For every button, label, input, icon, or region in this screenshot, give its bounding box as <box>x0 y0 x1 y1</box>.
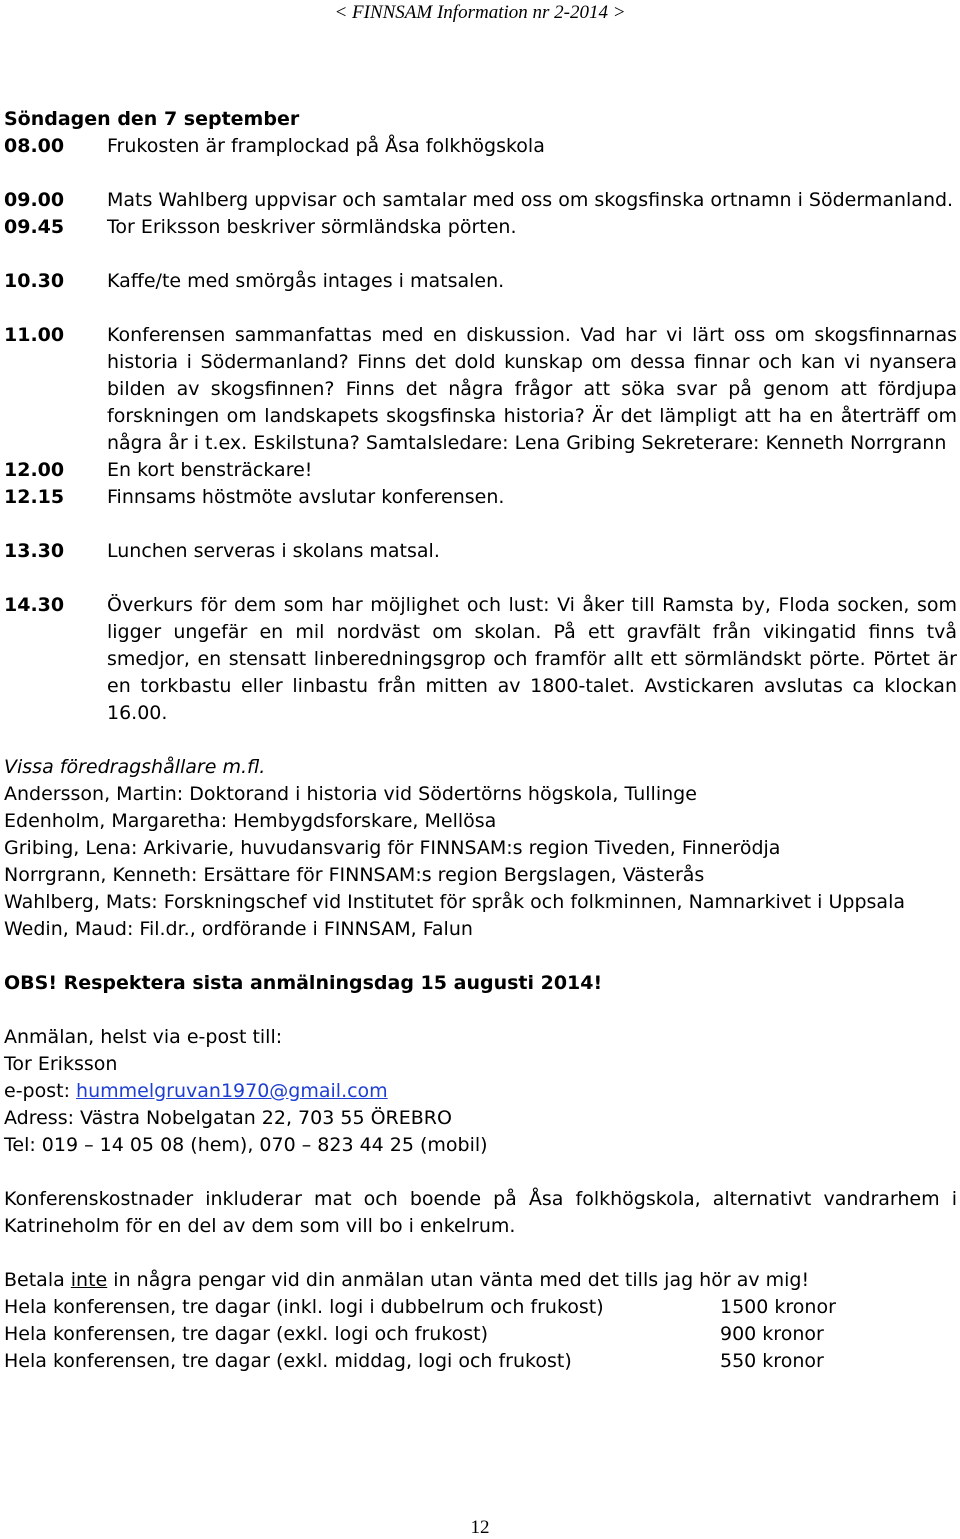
schedule-item <box>4 268 957 295</box>
page-header: < FINNSAM Information nr 2-2014 > <box>334 2 626 23</box>
schedule-text: Mats Wahlberg uppvisar och samtalar med oss om skogsfinska ortnamn i Södermanland. <box>107 189 954 211</box>
schedule-text: Frukosten är framplockad på Åsa folkhögskola <box>107 135 545 157</box>
price-value: 550 kronor <box>720 1350 824 1372</box>
document-body <box>4 106 957 1375</box>
payment-note <box>4 1267 957 1294</box>
schedule-item <box>4 187 957 214</box>
schedule-item <box>4 484 957 511</box>
contact-name: Tor Eriksson <box>4 1053 118 1075</box>
contact-phone: Tel: 019 – 14 05 08 (hem), 070 – 823 44 25 (mobil) <box>4 1134 488 1156</box>
payment-post: in några pengar vid din anmälan utan vänta med det tills jag hör av mig! <box>107 1269 810 1291</box>
schedule-text: Lunchen serveras i skolans matsal. <box>107 540 440 562</box>
speaker-entry: Edenholm, Margaretha: Hembygdsforskare, Mellösa <box>4 810 497 832</box>
schedule-item <box>4 133 957 160</box>
schedule-time: 09.45 <box>4 216 65 238</box>
costs-note: Konferenskostnader inkluderar mat och boende på Åsa folkhögskola, alternativt vandrarhem i Katrineholm för en del av dem som vill bo i enkelrum. <box>4 1188 957 1237</box>
schedule-text: Överkurs för dem som har möjlighet och lust: Vi åker till Ramsta by, Floda socken, som ligger ungefär en mil nordväst om skolan. På ett gravfält från vikingatid finns två smedjor, en stensatt linberedningsgrop och framför allt ett sörmländskt pörte. Pörtet är en torkbastu eller linbastu från mitten av 1800-talet. Avstickaren avslutas ca klockan 16.00. <box>107 594 957 724</box>
schedule-item <box>4 214 957 241</box>
price-row <box>4 1348 957 1375</box>
contact-email-line <box>4 1078 957 1105</box>
speaker-entry: Gribing, Lena: Arkivarie, huvudansvarig för FINNSAM:s region Tiveden, Finnerödja <box>4 837 781 859</box>
price-label: Hela konferensen, tre dagar (exkl. middag, logi och frukost) <box>4 1350 572 1372</box>
schedule-item <box>4 592 957 727</box>
price-row <box>4 1294 957 1321</box>
deadline-notice: OBS! Respektera sista anmälningsdag 15 augusti 2014! <box>4 972 603 994</box>
schedule-time: 12.15 <box>4 486 65 508</box>
schedule-text: Tor Eriksson beskriver sörmländska pörten. <box>107 216 517 238</box>
price-label: Hela konferensen, tre dagar (exkl. logi och frukost) <box>4 1323 489 1345</box>
page-number: 12 <box>470 1517 490 1538</box>
schedule-time: 11.00 <box>4 324 65 346</box>
schedule-text: Konferensen sammanfattas med en diskussion. Vad har vi lärt oss om skogsfinnarnas historia i Södermanland? Finns det dold kunskap om dessa finnar och kan vi nyansera bilden av skogsfinnen? Finns det några frågor att söka svar på genom att fördjupa forskningen om landskapets skogsfinska historia? Är det lämpligt att ha en återträff om några år i t.ex. Eskilstuna? Samtalsledare: Lena Gribing Sekreterare: Kenneth Norrgrann <box>107 324 957 454</box>
email-label: e-post: <box>4 1080 77 1102</box>
schedule-time: 13.30 <box>4 540 65 562</box>
schedule-item <box>4 538 957 565</box>
contact-intro: Anmälan, helst via e-post till: <box>4 1026 283 1048</box>
speaker-entry: Norrgrann, Kenneth: Ersättare för FINNSAM:s region Bergslagen, Västerås <box>4 864 705 886</box>
schedule-time: 09.00 <box>4 189 65 211</box>
price-label: Hela konferensen, tre dagar (inkl. logi i dubbelrum och frukost) <box>4 1296 604 1318</box>
schedule-time: 08.00 <box>4 135 65 157</box>
schedule-time: 10.30 <box>4 270 65 292</box>
schedule-time: 14.30 <box>4 594 65 616</box>
contact-address: Adress: Västra Nobelgatan 22, 703 55 ÖREBRO <box>4 1107 452 1129</box>
schedule-text: Kaffe/te med smörgås intages i matsalen. <box>107 270 505 292</box>
email-link[interactable]: hummelgruvan1970@gmail.com <box>76 1080 388 1102</box>
price-row <box>4 1321 957 1348</box>
price-value: 1500 kronor <box>720 1296 836 1318</box>
schedule-item <box>4 322 957 457</box>
schedule-time: 12.00 <box>4 459 65 481</box>
schedule-item <box>4 457 957 484</box>
price-value: 900 kronor <box>720 1323 824 1345</box>
schedule-text: Finnsams höstmöte avslutar konferensen. <box>107 486 505 508</box>
speaker-entry: Andersson, Martin: Doktorand i historia vid Södertörns högskola, Tullinge <box>4 783 697 805</box>
speaker-entry: Wahlberg, Mats: Forskningschef vid Institutet för språk och folkminnen, Namnarkivet i Uppsala <box>4 891 905 913</box>
payment-emphasis: inte <box>70 1269 108 1291</box>
day-title: Söndagen den 7 september <box>4 108 300 130</box>
speaker-entry: Wedin, Maud: Fil.dr., ordförande i FINNSAM, Falun <box>4 918 473 940</box>
schedule-text: En kort bensträckare! <box>107 459 313 481</box>
payment-pre: Betala <box>4 1269 71 1291</box>
speakers-title: Vissa föredragshållare m.fl. <box>4 756 266 778</box>
